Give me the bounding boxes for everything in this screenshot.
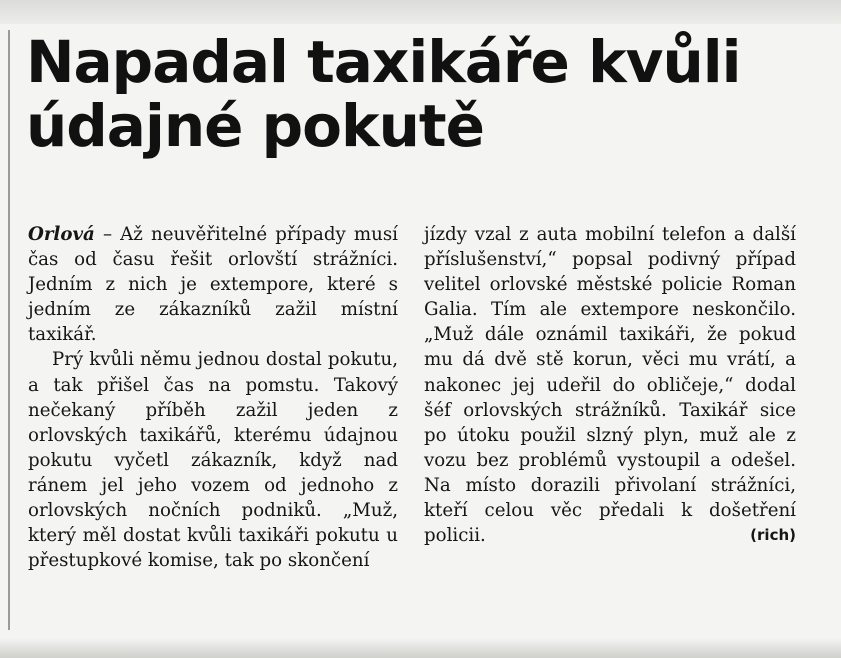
column-rule xyxy=(8,30,10,630)
previous-article-bleed xyxy=(0,0,841,24)
lead-text: – Až neuvěřitelné případy musí čas od času řešit orlovští strážníci. Jedním z nich je extempore, které s jedním ze zákazníků zažil místní taxikář. xyxy=(28,224,398,346)
scan-edge-shade xyxy=(0,638,841,658)
lead-paragraph xyxy=(28,222,398,347)
headline-line-2: údajné pokutě xyxy=(26,92,484,160)
body-paragraph-part-2: jízdy vzal z auta mobilní telefon a další příslušenství,“ popsal podivný případ velitel orlovské městské policie Roman Galia. Tím ale extempore neskončilo. „Muž dále oznámil taxikáři, že pokud mu dá dvě stě korun, věci mu vrátí, a nakonec jej udeřil do obličeje,“ dodal šéf orlovských strážníků. Taxikář sice po útoku použil slzný plyn, muž ale z vozu bez problémů vystoupil a odešel. Na místo dorazili přivolaní strážníci, kteří celou věc předali k došetření policii. (rich) xyxy=(424,224,796,547)
dateline: Orlová xyxy=(28,224,95,245)
article-column-right xyxy=(424,222,796,548)
author-signoff: (rich) xyxy=(750,526,796,545)
article-column-left xyxy=(28,222,398,573)
body-paragraph-part-1: Prý kvůli němu jednou dostal pokutu, a tak přišel čas na pomstu. Takový nečekaný příběh zažil jeden z orlovských taxikářů, kterému údajnou pokutu vyčetl zákazník, když nad ránem jel jeho vozem od jednoho z orlovských nočních podniků. „Muž, který měl dostat kvůli taxikáři pokutu u přestupkové komise, tak po skončení xyxy=(28,349,398,572)
headline-line-1: Napadal taxikáře kvůli xyxy=(26,28,741,96)
headline xyxy=(26,30,826,158)
